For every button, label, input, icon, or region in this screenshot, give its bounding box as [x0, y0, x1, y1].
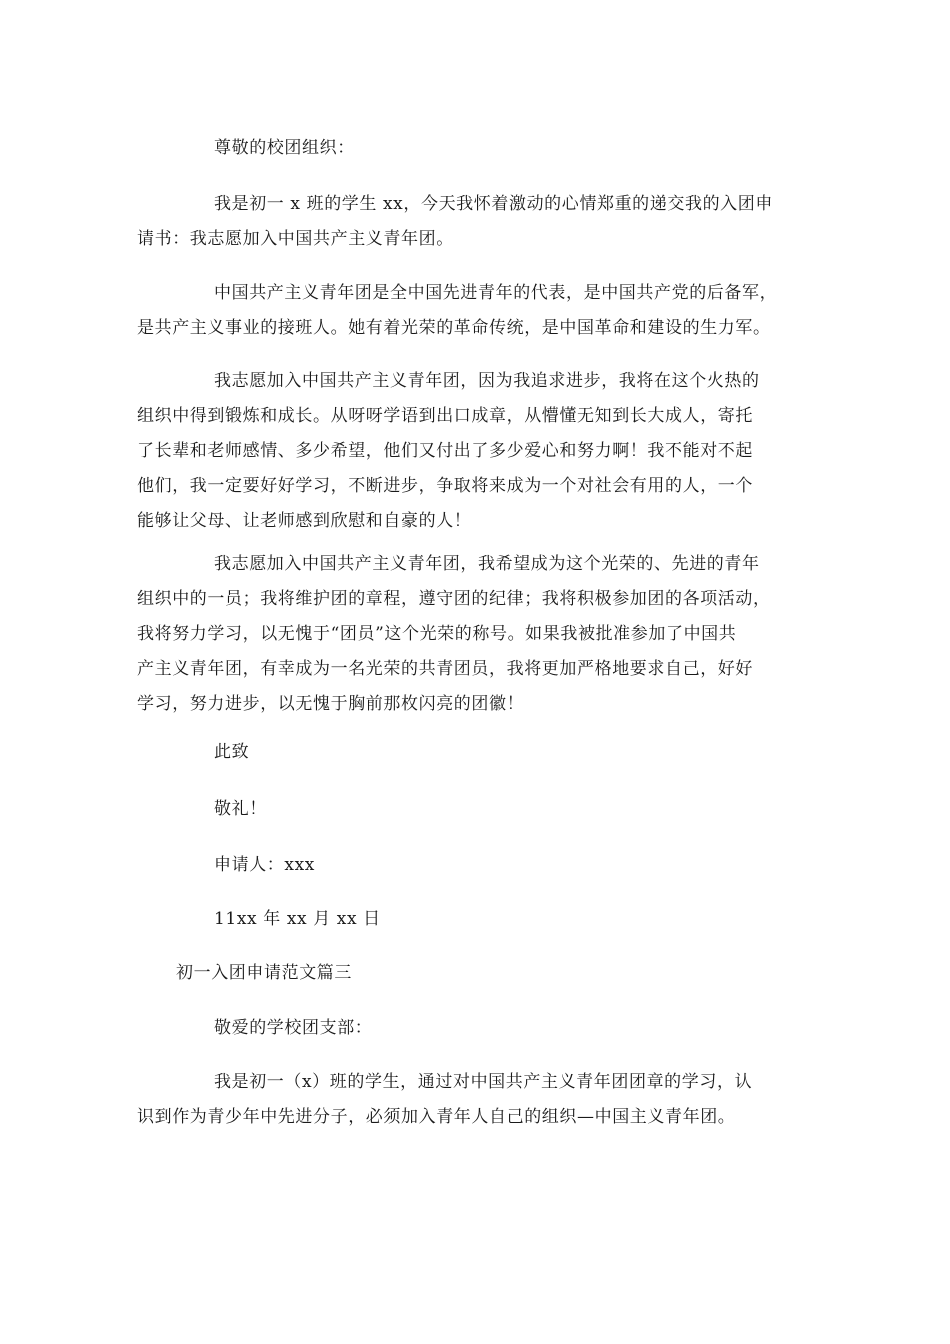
paragraph-line: 我将努力学习，以无愧于“团员”这个光荣的称号。如果我被批准参加了中国共 [137, 624, 737, 644]
paragraph-2 [137, 276, 777, 346]
paragraph-line: 识到作为青少年中先进分子，必须加入青年人自己的组织—中国主义青年团。 [137, 1107, 736, 1127]
paragraph-5 [137, 1065, 752, 1135]
paragraph-line: 是共产主义事业的接班人。她有着光荣的革命传统，是中国革命和建设的生力军。 [137, 318, 771, 338]
section-title: 初一入团申请范文篇三 [176, 963, 352, 983]
paragraph-line: 能够让父母、让老师感到欣慰和自豪的人！ [137, 511, 472, 531]
paragraph-line: 我是初一（x）班的学生，通过对中国共产主义青年团团章的学习，认 [214, 1072, 753, 1092]
salutation-2: 敬爱的学校团支部： [214, 1018, 373, 1038]
paragraph-line: 我是初一 x 班的学生 xx，今天我怀着激动的心情郑重的递交我的入团申 [214, 194, 773, 214]
paragraph-1 [137, 187, 773, 257]
paragraph-line: 我志愿加入中国共产主义青年团，因为我追求进步，我将在这个火热的 [214, 371, 760, 391]
paragraph-line: 学习，努力进步，以无愧于胸前那枚闪亮的团徽！ [137, 694, 525, 714]
applicant-signature: 申请人：xxx [214, 855, 315, 875]
paragraph-line: 我志愿加入中国共产主义青年团，我希望成为这个光荣的、先进的青年 [214, 554, 760, 574]
salutation: 尊敬的校团组织： [214, 138, 355, 158]
paragraph-line: 产主义青年团，有幸成为一名光荣的共青团员，我将更加严格地要求自己，好好 [137, 659, 753, 679]
paragraph-line: 中国共产主义青年团是全中国先进青年的代表，是中国共产党的后备军， [214, 283, 778, 303]
date: 11xx 年 xx 月 xx 日 [214, 909, 381, 929]
paragraph-line: 组织中的一员；我将维护团的章程，遵守团的纪律；我将积极参加团的各项活动， [137, 589, 771, 609]
paragraph-4 [137, 547, 771, 722]
closing: 此致 [214, 742, 250, 762]
paragraph-line: 他们，我一定要好好学习，不断进步，争取将来成为一个对社会有用的人，一个 [137, 476, 753, 496]
paragraph-3 [137, 364, 760, 539]
paragraph-line: 组织中得到锻炼和成长。从呀呀学语到出口成章，从懵懂无知到长大成人，寄托 [137, 406, 753, 426]
regards: 敬礼！ [214, 799, 267, 819]
paragraph-line: 了长辈和老师感情、多少希望，他们又付出了多少爱心和努力啊！我不能对不起 [137, 441, 753, 461]
paragraph-line: 请书：我志愿加入中国共产主义青年团。 [137, 229, 454, 249]
